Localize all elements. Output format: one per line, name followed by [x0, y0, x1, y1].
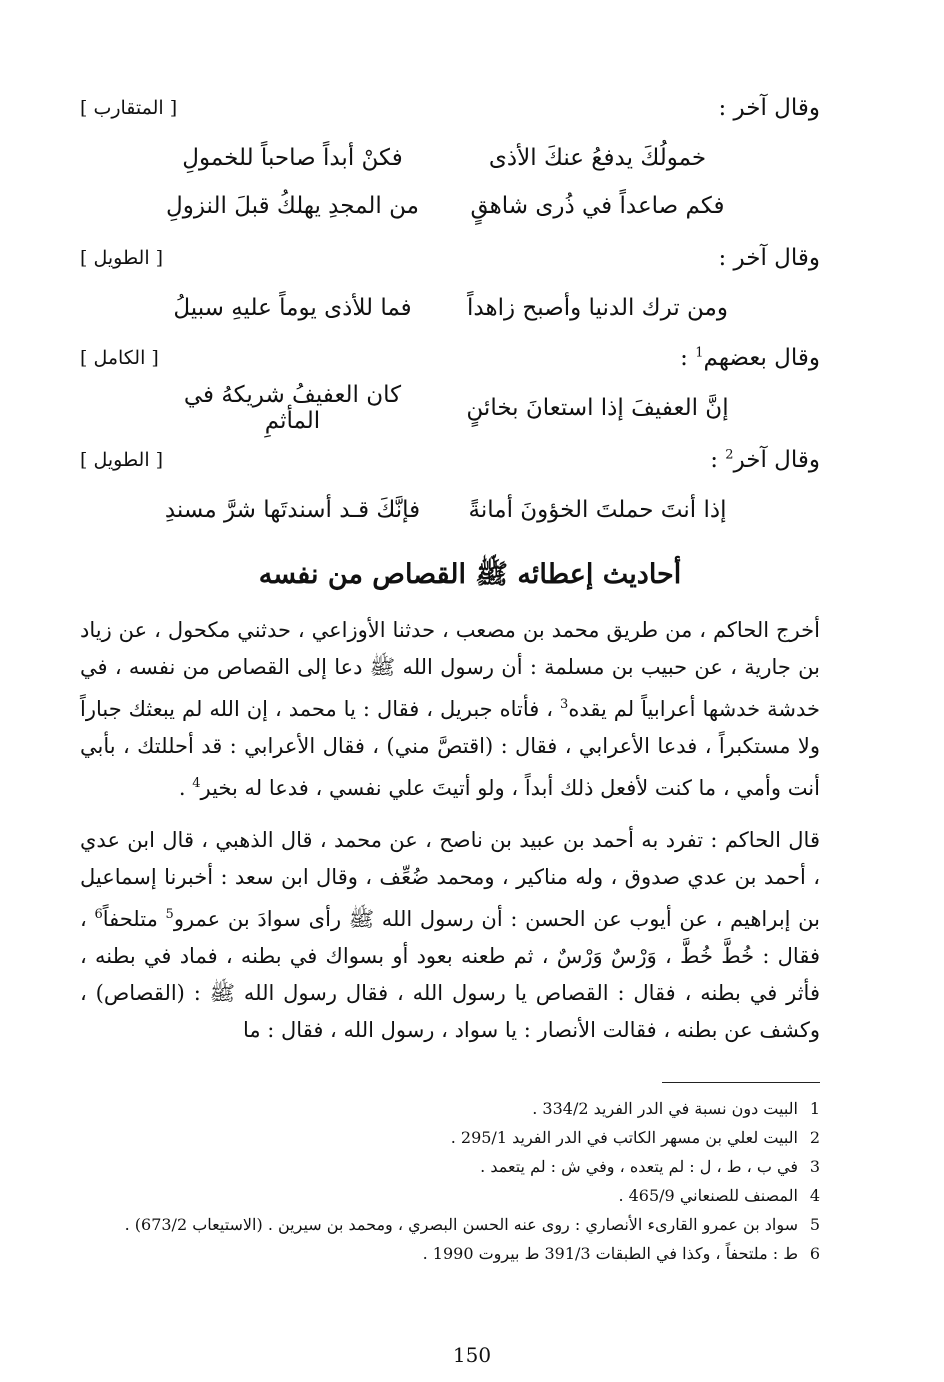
footnote	[80, 1210, 820, 1239]
footnote-text: البيت دون نسبة في الدر الفريد 334/2 .	[532, 1099, 798, 1118]
footnote	[80, 1239, 820, 1268]
section-title: أحاديث إعطائه ﷺ القصاص من نفسه	[258, 559, 682, 590]
verse-first-hemistich: إنَّ العفيفَ إذا استعانَ بخائنٍ	[466, 395, 729, 421]
footnote-number: 3	[809, 1157, 820, 1176]
body-paragraph: قال الحاكم : تفرد به أحمد بن عبيد بن ناصح ، عن محمد ، قال الذهبي ، قال ابن عدي ، أحمد بن عدي صدوق ، وله مناكير ، ومحمد ضُعِّف ، وقال ابن سعد : أخبرنا إسماعيل بن إبراهيم ، عن أيوب عن الحسن : أن رسول الله ﷺ رأى سوادَ بن عمرو$^5$ متلحفاً$^6$ ، فقال : خُطَّ خُطَّ ، وَرْسٌ وَرْسٌ ، ثم طعنه بعود أو بسواك في بطنه ، فماد في بطنه ، فأثر في بطنه ، فقال : القصاص يا رسول الله ، فقال رسول الله ﷺ : (القصاص) ، وكشف عن بطنه ، فقالت الأنصار : يا سواد ، رسول الله ، فقال : ما	[80, 828, 821, 1042]
poem-intro-text: وقال آخر :	[718, 245, 820, 271]
poem-intro-text: وقال آخر :	[718, 95, 820, 121]
verse-line	[160, 488, 730, 532]
poem-intro	[80, 238, 820, 278]
footnote-text: المصنف للصنعاني 465/9 .	[618, 1186, 798, 1205]
footnote-text: في ب ، ط ، ل : لم يتعده ، وفي ش : لم يتعمد .	[480, 1157, 798, 1176]
verse-second-hemistich: فما للأذى يوماً عليهِ سبيلُ	[173, 295, 412, 321]
footnote-ref: 6	[94, 907, 103, 922]
footnote	[80, 1181, 820, 1210]
footnote-ref: 3	[560, 697, 569, 712]
verse-line	[160, 382, 730, 434]
footnote	[80, 1123, 820, 1152]
footnote-number: 2	[809, 1128, 820, 1147]
verse-first-hemistich: خمولُكَ يدفعُ عنكَ الأذى	[488, 145, 707, 171]
footnote-number: 6	[809, 1244, 820, 1263]
footnote	[80, 1094, 820, 1123]
verse-first-hemistich: إذا أنتَ حملتَ الخؤونَ أمانةً	[468, 497, 727, 523]
footnote-ref: 4	[192, 776, 201, 791]
verse-second-hemistich: فكنْ أبداً صاحباً للخمولِ	[182, 145, 403, 171]
poem-meter: [ الكامل ]	[80, 347, 159, 369]
poem-intro-text: وقال بعضهم$^1$ :	[680, 345, 820, 371]
poem-meter: [ المتقارب ]	[80, 97, 178, 119]
poem-intro	[80, 440, 820, 480]
verse-first-hemistich: ومن ترك الدنيا وأصبح زاهداً	[467, 295, 728, 321]
footnote-ref: 1	[695, 345, 704, 361]
footnote-number: 1	[809, 1099, 820, 1118]
verse-second-hemistich: فإنَّكَ قـد أسندتَها شرَّ مسندِ	[164, 497, 421, 523]
footnotes-list	[80, 1094, 820, 1268]
footnote-separator	[662, 1082, 820, 1083]
footnote-text: ط : ملتحفاً ، وكذا في الطبقات 391/3 ط بيروت 1990 .	[422, 1244, 798, 1263]
verse-line	[160, 286, 730, 330]
verse-second-hemistich: كان العفيفُ شريكهُ في المأثمِ	[183, 382, 402, 434]
verse-second-hemistich: من المجدِ يهلكُ قبلَ النزولِ	[166, 193, 419, 219]
page-number: 150	[452, 1343, 492, 1367]
verse-line	[160, 136, 730, 180]
footnote-ref: 5	[165, 907, 174, 922]
body-paragraph: أخرج الحاكم ، من طريق محمد بن مصعب ، حدثنا الأوزاعي ، حدثني مكحول ، عن زياد بن جارية ، عن حبيب بن مسلمة : أن رسول الله ﷺ دعا إلى القصاص من نفسه ، في خدشة خدشها أعرابياً لم يقده$^3$ ، فأتاه جبريل ، فقال : يا محمد ، إن الله لم يبعثك جباراً ولا مستكبراً ، فدعا الأعرابي ، فقال : (اقتصَّ مني) ، فقال الأعرابي : قد أحللتك ، بأبي أنت وأمي ، ما كنت لأفعل ذلك أبداً ، ولو أتيتَ علي نفسي ، فدعا له بخير$^4$ .	[80, 618, 820, 800]
poem-meter: [ الطويل ]	[80, 449, 164, 471]
poem-intro-text: وقال آخر$^2$ :	[710, 447, 820, 473]
verse-line	[160, 184, 730, 228]
footnote-number: 4	[809, 1186, 820, 1205]
footnote-text: البيت لعلي بن مسهر الكاتب في الدر الفريد 295/1 .	[450, 1128, 798, 1147]
footnote	[80, 1152, 820, 1181]
poem-meter: [ الطويل ]	[80, 247, 164, 269]
footnote-text: سواد بن عمرو القارىء الأنصاري : روى عنه الحسن البصري ، ومحمد بن سيرين . (الاستيعاب 673/2) .	[124, 1215, 798, 1234]
poem-intro	[80, 88, 820, 128]
footnote-ref: 2	[725, 447, 734, 463]
footnote-number: 5	[809, 1215, 820, 1234]
poem-intro	[80, 338, 820, 378]
verse-first-hemistich: فكم صاعداً في ذُرى شاهقٍ	[470, 193, 725, 219]
